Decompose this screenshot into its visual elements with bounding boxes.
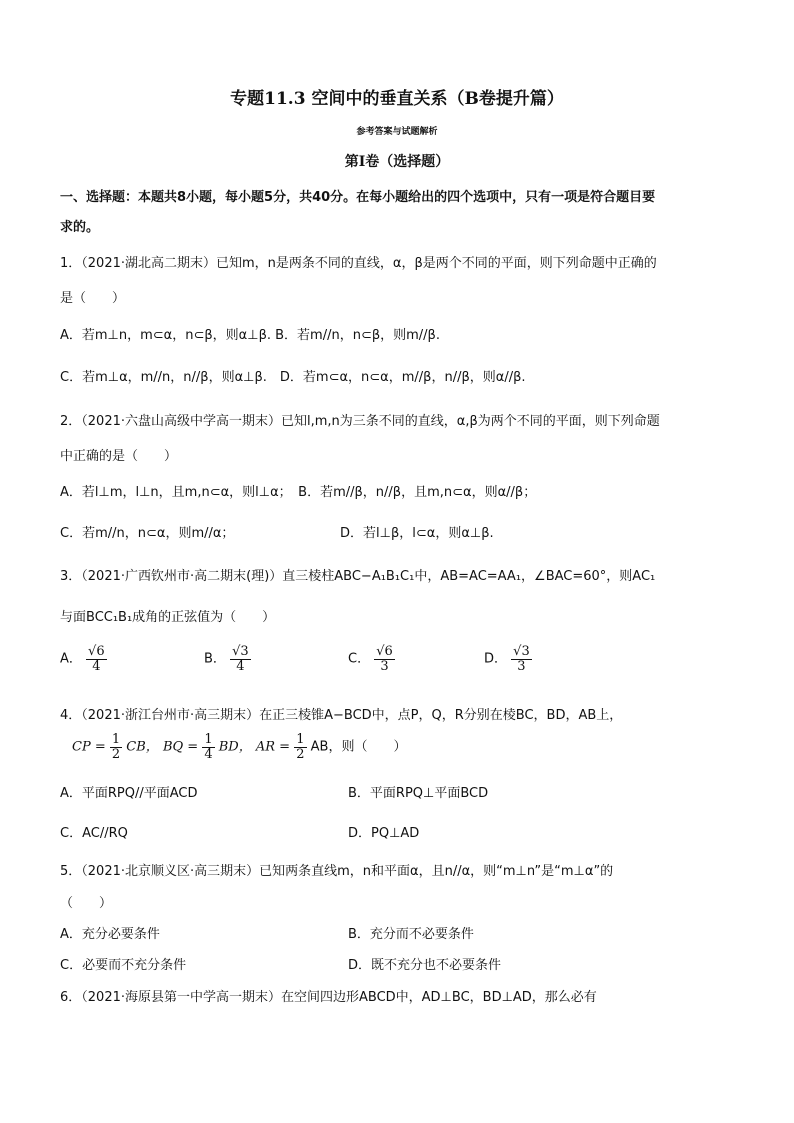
cond-bq-fraction — [202, 733, 214, 761]
q3-option-b — [204, 645, 251, 673]
q4-option-b: B．平面RPQ⊥平面BCD — [348, 786, 489, 801]
q6-stem-line1: 6．（2021·海原县第一中学高一期末）在空间四边形ABCD中，AD⊥BC，BD⊥AD，那么必有 — [60, 990, 597, 1005]
q2-stem-line2: 中正确的是（ ） — [60, 449, 178, 464]
option-fraction — [374, 645, 395, 673]
cond-bq-tail: BD， — [218, 739, 252, 755]
section-intro-line2: 求的。 — [60, 220, 100, 235]
q1-options-cd: C．若m⊥α，m//n，n//β，则α⊥β. D．若m⊂α，n⊂α，m//β，n//β，则α//β. — [60, 370, 526, 385]
option-fraction — [86, 645, 107, 673]
fraction-denominator: 3 — [380, 658, 389, 674]
q4-conditions — [72, 733, 406, 761]
option-label: D． — [484, 651, 508, 667]
cond-ar-fraction — [294, 733, 306, 761]
fraction-denominator: 4 — [236, 658, 245, 674]
cond-ar-tail: AB，则（ ） — [310, 739, 407, 755]
q5-option-c: C．必要而不充分条件 — [60, 958, 187, 973]
q2-options-ab: A．若l⊥m，l⊥n，且m,n⊂α，则l⊥α； B．若m//β，n//β，且m,n⊂α，则α//β； — [60, 485, 537, 500]
cond-cp-fraction — [110, 733, 122, 761]
q2-option-c: C．若m//n，n⊂α，则m//α； — [60, 526, 235, 541]
q5-option-d: D．既不充分也不必要条件 — [348, 958, 502, 973]
q4-option-d: D．PQ⊥AD — [348, 826, 420, 841]
page-subtitle: 参考答案与试题解析 — [356, 127, 438, 137]
q3-stem-line1: 3．（2021·广西钦州市·高二期末(理)）直三棱柱ABC−A₁B₁C₁中，AB=AC=AA₁，∠BAC=60°，则AC₁ — [60, 569, 656, 584]
option-fraction — [230, 645, 251, 673]
q4-stem-line1: 4．（2021·浙江台州市·高三期末）在正三棱锥A−BCD中，点P，Q，R分别在棱BC，BD，AB上， — [60, 708, 623, 723]
q3-option-d — [484, 645, 532, 673]
fraction-numerator: 1 — [111, 732, 121, 747]
q4-option-c: C．AC//RQ — [60, 826, 128, 841]
fraction-denominator: 3 — [517, 658, 526, 674]
cond-cp-tail: CB， — [126, 739, 159, 755]
cond-bq: BQ = — [162, 739, 199, 755]
fraction-numerator: √6 — [88, 644, 105, 659]
q5-option-b: B．充分而不必要条件 — [348, 927, 474, 942]
q5-stem-line1: 5．（2021·北京顺义区·高三期末）已知两条直线m，n和平面α，且n//α，则“m⊥n”是“m⊥α”的 — [60, 864, 614, 879]
fraction-numerator: √6 — [376, 644, 393, 659]
q3-option-c — [348, 645, 395, 673]
q4-option-a: A．平面RPQ//平面ACD — [60, 786, 198, 801]
page-title: 专题11.3 空间中的垂直关系（B卷提升篇） — [230, 89, 564, 109]
q3-option-a — [60, 645, 107, 673]
option-fraction — [511, 645, 532, 673]
q1-stem-line1: 1．（2021·湖北高二期末）已知m，n是两条不同的直线，α，β是两个不同的平面，则下列命题中正确的 — [60, 256, 657, 271]
cond-ar: AR = — [255, 739, 291, 755]
fraction-denominator: 4 — [92, 658, 101, 674]
fraction-denominator: 2 — [111, 746, 121, 762]
option-label: C． — [348, 651, 371, 667]
cond-cp: CP = — [72, 739, 106, 755]
q2-option-d: D．若l⊥β，l⊂α，则α⊥β. — [340, 526, 494, 541]
q5-stem-line2: （ ） — [60, 896, 113, 911]
q1-stem-line2: 是（ ） — [60, 291, 126, 306]
option-label: A． — [60, 651, 82, 667]
option-label: B． — [204, 651, 226, 667]
q5-option-a: A．充分必要条件 — [60, 927, 160, 942]
q2-stem-line1: 2．（2021·六盘山高级中学高一期末）已知l,m,n为三条不同的直线，α,β为两个不同的平面，则下列命题 — [60, 414, 660, 429]
section-intro-line1: 一、选择题：本题共8小题，每小题5分，共40分。在每小题给出的四个选项中，只有一项是符合题目要 — [60, 190, 656, 205]
fraction-numerator: √3 — [232, 644, 249, 659]
fraction-denominator: 2 — [296, 746, 305, 762]
fraction-numerator: 1 — [204, 732, 213, 747]
part-title: 第Ⅰ卷（选择题） — [344, 154, 450, 170]
q1-options-ab: A．若m⊥n，m⊂α，n⊂β，则α⊥β. B．若m//n，n⊂β，则m//β. — [60, 328, 440, 343]
fraction-numerator: 1 — [296, 732, 305, 747]
fraction-numerator: √3 — [513, 644, 530, 659]
q3-stem-line2: 与面BCC₁B₁成角的正弦值为（ ） — [60, 610, 276, 625]
fraction-denominator: 4 — [204, 746, 213, 762]
